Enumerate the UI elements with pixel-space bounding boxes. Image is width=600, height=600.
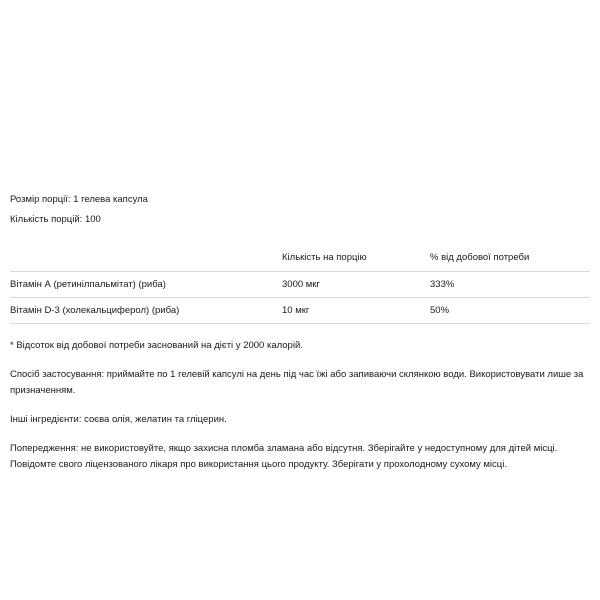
nutrient-daily-value: 50% [430, 298, 590, 324]
table-body [10, 272, 590, 324]
nutrient-daily-value: 333% [430, 272, 590, 298]
directions-note: Спосіб застосування: приймайте по 1 гелевій капсулі на день під час їжі або запиваючи склянкою води. Використовувати лише за призначенням. [10, 369, 584, 396]
nutrient-amount: 10 мкг [282, 298, 430, 324]
nutrient-name: Вітамін А (ретинілпальмітат) (риба) [10, 272, 282, 298]
table-row [10, 298, 590, 324]
column-header-amount-per-serving: Кількість на порцію [282, 245, 430, 272]
table-row [10, 272, 590, 298]
column-header-nutrient [10, 245, 282, 272]
notes-section [10, 338, 590, 473]
other-ingredients-note: Інші інгредієнти: соєва олія, желатин та гліцерин. [10, 414, 227, 425]
warning-note: Попередження: не використовуйте, якщо захисна пломба зламана або відсутня. Зберігайте у недоступному для дітей місці. Повідомте свого ліцензованого лікаря про використання цього продукту. Зберігати у прохолодному сухому місці. [10, 443, 558, 470]
table-header-row [10, 245, 590, 272]
table-header [10, 245, 590, 272]
nutrient-amount: 3000 мкг [282, 272, 430, 298]
daily-value-footnote: * Відсоток від добової потреби заснований на дієті у 2000 калорій. [10, 340, 303, 351]
nutrient-name: Вітамін D-3 (холекальциферол) (риба) [10, 298, 282, 324]
column-header-daily-value: % від добової потреби [430, 245, 590, 272]
supplement-facts-table [10, 245, 590, 324]
serving-size-line: Розмір порції: 1 гелева капсула [10, 194, 148, 205]
servings-per-container-line: Кількість порцій: 100 [10, 214, 101, 225]
